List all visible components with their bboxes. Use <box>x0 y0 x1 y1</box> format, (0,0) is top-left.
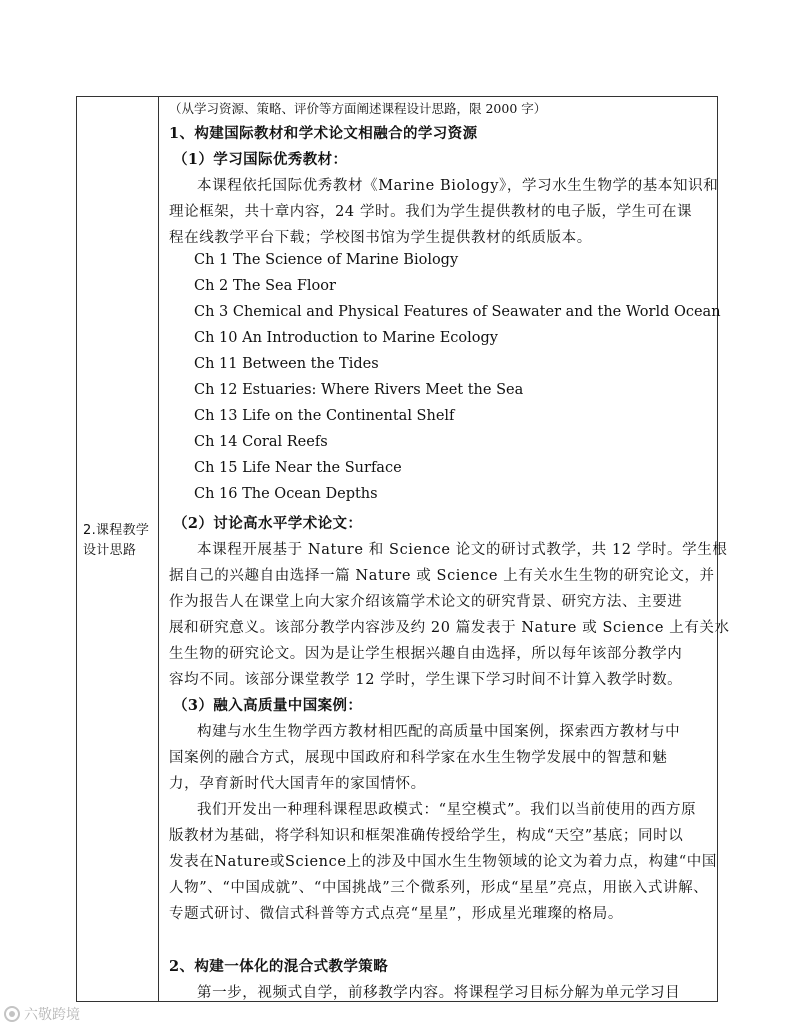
watermark <box>4 1004 80 1024</box>
chapter-item: Ch 16 The Ocean Depths <box>194 486 378 502</box>
paragraph-line: 发表在Nature或Science上的涉及中国水生生物领域的论文为着力点，构建“中国 <box>169 854 717 870</box>
paragraph-line: 构建与水生生物学西方教材相匹配的高质量中国案例，探索西方教材与中 <box>197 724 681 740</box>
chapter-item: Ch 12 Estuaries: Where Rivers Meet the Sea <box>194 382 524 398</box>
chapter-item: Ch 15 Life Near the Surface <box>194 460 402 476</box>
row-label-line-2: 设计思路 <box>83 543 137 558</box>
paragraph-line: 程在线教学平台下载；学校图书馆为学生提供教材的纸质版本。 <box>169 230 592 246</box>
paragraph-line: 容均不同。该部分课堂教学 12 学时，学生课下学习时间不计算入教学时数。 <box>169 672 683 688</box>
watermark-text: 六敬跨境 <box>24 1007 80 1023</box>
chapter-item: Ch 13 Life on the Continental Shelf <box>194 408 455 424</box>
paragraph-line: 力，孕育新时代大国青年的家国情怀。 <box>169 776 426 792</box>
row-label-cell <box>77 521 158 561</box>
subsection-1-title: （1）学习国际优秀教材： <box>173 151 348 168</box>
chapter-item: Ch 11 Between the Tides <box>194 356 379 372</box>
paragraph-line: 第一步，视频式自学，前移教学内容。将课程学习目标分解为单元学习目 <box>197 985 681 1001</box>
paragraph-line: 生生物的研究论文。因为是让学生根据兴趣自由选择，所以每年该部分教学内 <box>169 646 683 662</box>
design-table <box>76 96 730 1002</box>
paragraph-line: 本课程开展基于 Nature 和 Science 论文的研讨式教学，共 12 学时。学生根 <box>197 542 728 558</box>
chapter-item: Ch 3 Chemical and Physical Features of Seawater and the World Ocean <box>194 304 721 320</box>
paragraph-line: 我们开发出一种理科课程思政模式：“星空模式”。我们以当前使用的西方原 <box>197 802 697 818</box>
chapter-item: Ch 1 The Science of Marine Biology <box>194 252 459 268</box>
paragraph-line: 展和研究意义。该部分教学内容涉及约 20 篇发表于 Nature 或 Science 上有关水 <box>169 620 730 636</box>
paragraph-line: 理论框架，共十章内容，24 学时。我们为学生提供教材的电子版，学生可在课 <box>169 204 693 220</box>
chapter-item: Ch 10 An Introduction to Marine Ecology <box>194 330 498 346</box>
paragraph-line: 专题式研讨、微信式科普等方式点亮“星星”，形成星光璀璨的格局。 <box>169 906 623 922</box>
column-divider <box>158 97 159 1001</box>
watermark-logo-icon <box>4 1006 20 1022</box>
section-2-title: 2、构建一体化的混合式教学策略 <box>169 958 389 975</box>
subsection-3-title: （3）融入高质量中国案例： <box>173 697 363 714</box>
paragraph-line: 本课程依托国际优秀教材《Marine Biology》，学习水生生物学的基本知识和 <box>197 178 719 194</box>
paragraph-line: 作为报告人在课堂上向大家介绍该篇学术论文的研究背景、研究方法、主要进 <box>169 594 683 610</box>
paragraph-line: 人物”、“中国成就”、“中国挑战”三个微系列，形成“星星”亮点，用嵌入式讲解、 <box>169 880 709 896</box>
chapter-item: Ch 14 Coral Reefs <box>194 434 328 450</box>
paragraph-line: 国案例的融合方式，展现中国政府和科学家在水生生物学发展中的智慧和魅 <box>169 750 668 766</box>
instruction-hint: （从学习资源、策略、评价等方面阐述课程设计思路，限 2000 字） <box>169 101 547 116</box>
subsection-2-title: （2）讨论高水平学术论文： <box>173 515 363 532</box>
section-1-title: 1、构建国际教材和学术论文相融合的学习资源 <box>169 125 478 142</box>
chapter-item: Ch 2 The Sea Floor <box>194 278 336 294</box>
row-label-line-1: 2.课程教学 <box>83 523 150 538</box>
paragraph-line: 据自己的兴趣自由选择一篇 Nature 或 Science 上有关水生生物的研究论文，并 <box>169 568 715 584</box>
paragraph-line: 版教材为基础，将学科知识和框架准确传授给学生，构成“天空”基底；同时以 <box>169 828 684 844</box>
